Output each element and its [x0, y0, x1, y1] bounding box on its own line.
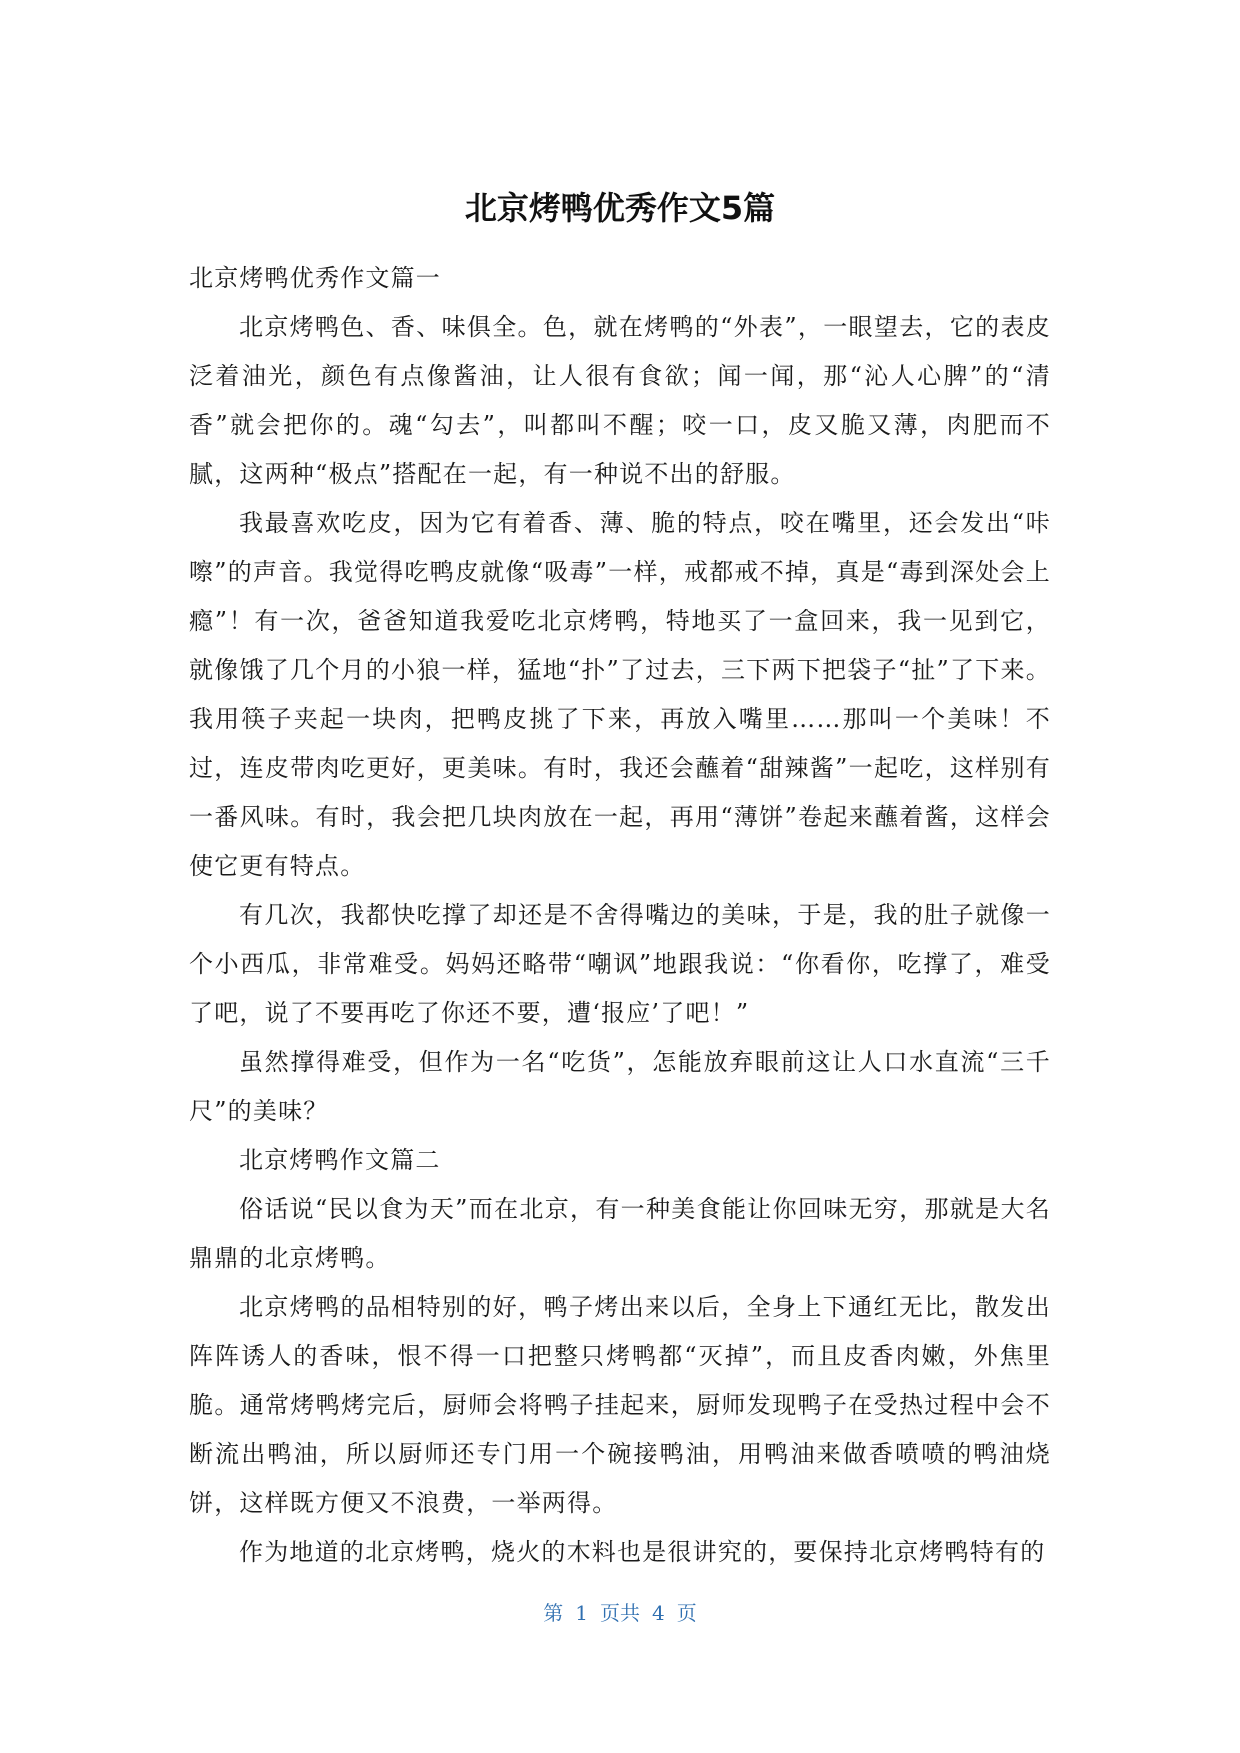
- document-body: [189, 254, 1051, 1577]
- paragraph: 我最喜欢吃皮，因为它有着香、薄、脆的特点，咬在嘴里，还会发出“咔嚓”的声音。我觉得吃鸭皮就像“吸毒”一样，戒都戒不掉，真是“毒到深处会上瘾”！有一次，爸爸知道我爱吃北京烤鸭，特地买了一盒回来，我一见到它，就像饿了几个月的小狼一样，猛地“扑”了过去，三下两下把袋子“扯”了下来。我用筷子夹起一块肉，把鸭皮挑了下来，再放入嘴里……那叫一个美味！不过，连皮带肉吃更好，更美味。有时，我还会蘸着“甜辣酱”一起吃，这样别有一番风味。有时，我会把几块肉放在一起，再用“薄饼”卷起来蘸着酱，这样会使它更有特点。: [189, 509, 1051, 880]
- footer-prefix: 第: [543, 1601, 564, 1625]
- page-title: 北京烤鸭优秀作文5篇: [464, 189, 776, 227]
- paragraph: 有几次，我都快吃撑了却还是不舍得嘴边的美味，于是，我的肚子就像一个小西瓜，非常难受。妈妈还略带“嘲讽”地跟我说：“你看你，吃撑了，难受了吧，说了不要再吃了你还不要，遭‘报应’了吧！”: [189, 901, 1051, 1027]
- footer-middle: 页共: [600, 1601, 640, 1625]
- footer-total-pages: 4: [652, 1601, 665, 1625]
- paragraph: 北京烤鸭的品相特别的好，鸭子烤出来以后，全身上下通红无比，散发出阵阵诱人的香味，恨不得一口把整只烤鸭都“灭掉”，而且皮香肉嫩，外焦里脆。通常烤鸭烤完后，厨师会将鸭子挂起来，厨师发现鸭子在受热过程中会不断流出鸭油，所以厨师还专门用一个碗接鸭油，用鸭油来做香喷喷的鸭油烧饼，这样既方便又不浪费，一举两得。: [189, 1293, 1051, 1517]
- footer-suffix: 页: [676, 1601, 697, 1625]
- paragraph: 虽然撑得难受，但作为一名“吃货”，怎能放弃眼前这让人口水直流“三千尺”的美味？: [189, 1048, 1051, 1125]
- paragraph: 作为地道的北京烤鸭，烧火的木料也是很讲究的，要保持北京烤鸭特有的: [239, 1538, 1046, 1566]
- section-heading-1: 北京烤鸭优秀作文篇一: [189, 264, 441, 292]
- paragraph: 北京烤鸭色、香、味俱全。色，就在烤鸭的“外表”，一眼望去，它的表皮泛着油光，颜色有点像酱油，让人很有食欲；闻一闻，那“沁人心脾”的“清香”就会把你的。魂“勾去”，叫都叫不醒；咬一口，皮又脆又薄，肉肥而不腻，这两种“极点”搭配在一起，有一种说不出的舒服。: [189, 313, 1051, 488]
- footer-current-page: 1: [575, 1601, 588, 1625]
- section-heading-2: 北京烤鸭作文篇二: [239, 1146, 441, 1174]
- page-footer: [0, 1597, 1240, 1626]
- paragraph: 俗话说“民以食为天”而在北京，有一种美食能让你回味无穷，那就是大名鼎鼎的北京烤鸭。: [189, 1195, 1051, 1272]
